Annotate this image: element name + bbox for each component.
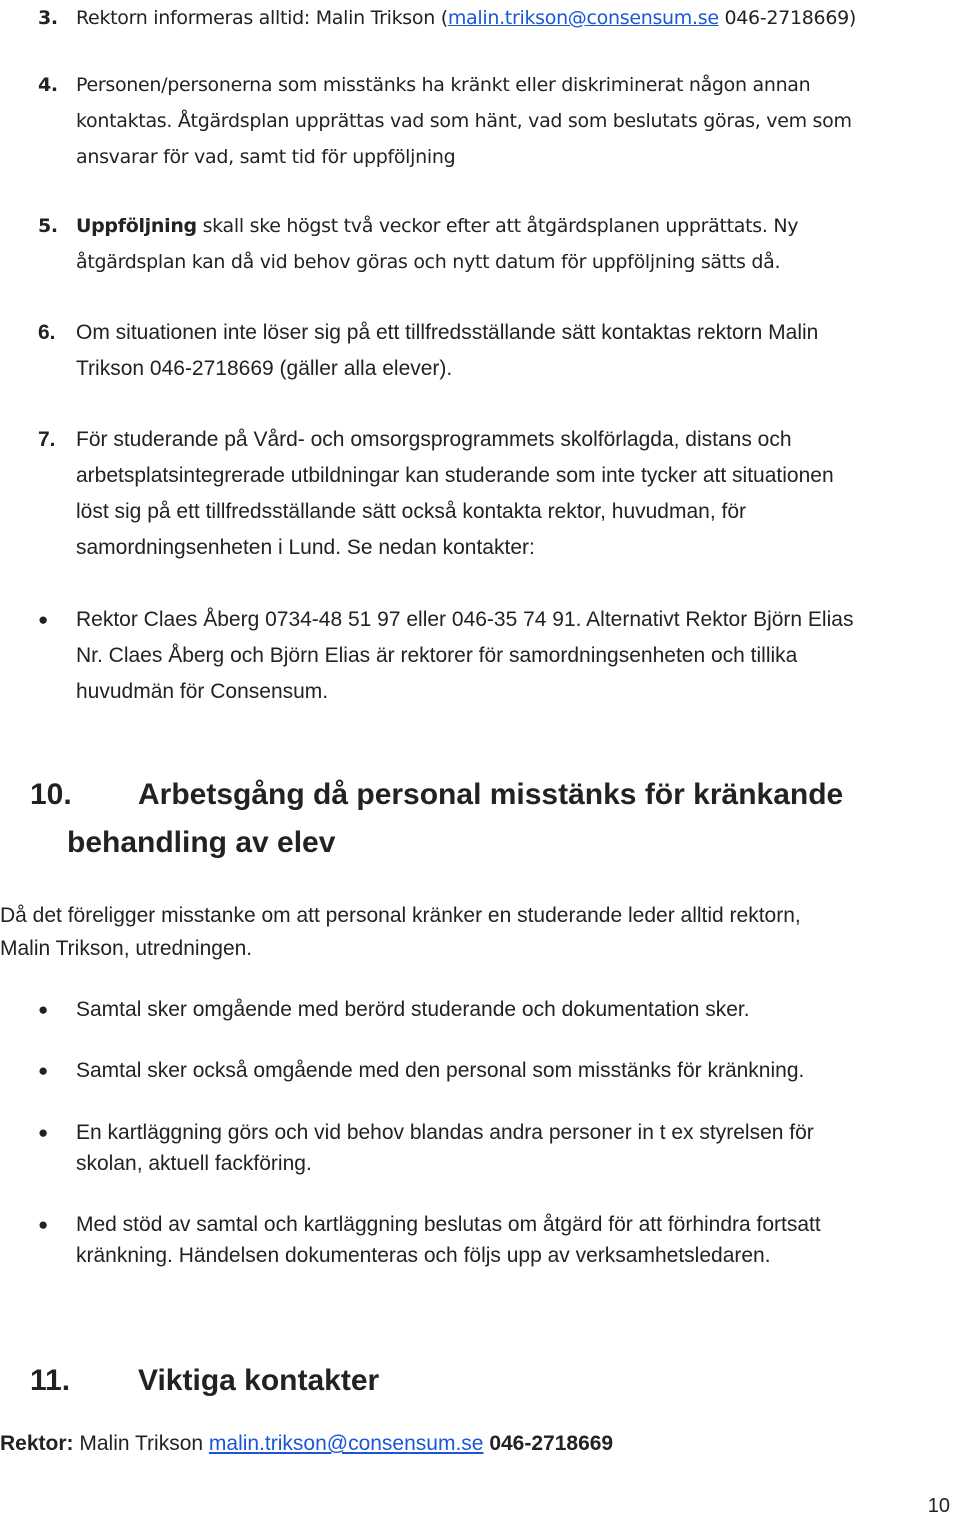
contact-email-link[interactable]: malin.trikson@consensum.se xyxy=(208,1432,484,1455)
item-3-text-b: 046-2718669) xyxy=(718,7,857,29)
section-10-bullet-2: Samtal sker också omgående med den personal som misstänks för kränkning. xyxy=(76,1059,805,1082)
contact-name: Malin Trikson xyxy=(73,1432,209,1455)
item-3-email-link[interactable]: malin.trikson@consensum.se xyxy=(447,7,719,29)
section-11-number: 11. xyxy=(30,1364,71,1397)
item-7-line-3: löst sig på ett tillfredsställande sätt också kontakta rektor, huvudman, för xyxy=(76,500,747,523)
item-7-bullet-line-2: Nr. Claes Åberg och Björn Elias är rektorer för samordningsenheten och tillika xyxy=(76,644,798,667)
page-number: 10 xyxy=(927,1495,950,1517)
section-10-bullet-1: Samtal sker omgående med berörd studerande och dokumentation sker. xyxy=(76,998,750,1021)
section-10-intro-line-2: Malin Trikson, utredningen. xyxy=(0,937,253,960)
item-7-bullet-line-3: huvudmän för Consensum. xyxy=(76,680,329,703)
bullet-glyph: ● xyxy=(38,1123,49,1142)
item-6-number: 6. xyxy=(38,321,56,344)
item-5-line-1 xyxy=(76,208,798,244)
item-4-line-3: ansvarar för vad, samt tid för uppföljning xyxy=(76,146,456,168)
item-7-line-1: För studerande på Vård- och omsorgsprogrammets skolförlagda, distans och xyxy=(76,428,792,451)
section-10-number: 10. xyxy=(30,778,72,811)
item-3-text xyxy=(76,0,856,36)
item-7-line-2: arbetsplatsintegrerade utbildningar kan studerande som inte tycker att situationen xyxy=(76,464,834,487)
section-11-title: Viktiga kontakter xyxy=(138,1364,380,1397)
item-7-bullet-line-1: Rektor Claes Åberg 0734-48 51 97 eller 046-35 74 91. Alternativt Rektor Björn Elias xyxy=(76,608,854,631)
item-5-number: 5. xyxy=(38,215,58,237)
item-5-bold-term: Uppföljning xyxy=(76,215,197,237)
item-3-text-a: Rektorn informeras alltid: Malin Trikson ( xyxy=(76,7,448,29)
bullet-glyph: ● xyxy=(38,1061,49,1080)
item-5-line-1-rest: skall ske högst två veckor efter att åtgärdsplanen upprättats. Ny xyxy=(196,215,799,237)
section-10-title-line-1: Arbetsgång då personal misstänks för kränkande xyxy=(138,778,844,811)
item-4-number: 4. xyxy=(38,74,58,96)
section-10-bullet-4-line-1: Med stöd av samtal och kartläggning beslutas om åtgärd för att förhindra fortsatt xyxy=(76,1213,821,1236)
section-10-bullet-3-line-2: skolan, aktuell fackföring. xyxy=(76,1152,312,1175)
section-10-bullet-3-line-1: En kartläggning görs och vid behov blandas andra personer in t ex styrelsen för xyxy=(76,1121,814,1144)
item-7-line-4: samordningsenheten i Lund. Se nedan kontakter: xyxy=(76,536,535,559)
bullet-glyph: ● xyxy=(38,1215,49,1234)
contact-label: Rektor: xyxy=(0,1432,74,1455)
item-5-line-2: åtgärdsplan kan då vid behov göras och nytt datum för uppföljning sätts då. xyxy=(76,251,781,273)
bullet-glyph: ● xyxy=(38,1000,49,1019)
bullet-glyph: ● xyxy=(38,610,49,629)
item-6-line-1: Om situationen inte löser sig på ett tillfredsställande sätt kontaktas rektorn Malin xyxy=(76,321,819,344)
section-10-title-line-2: behandling av elev xyxy=(67,826,336,859)
item-4-line-1: Personen/personerna som misstänks ha kränkt eller diskriminerat någon annan xyxy=(76,74,811,96)
item-7-number: 7. xyxy=(38,428,56,451)
item-6-line-2: Trikson 046-2718669 (gäller alla elever). xyxy=(76,357,453,380)
item-4-line-2: kontaktas. Åtgärdsplan upprättas vad som hänt, vad som beslutats göras, vem som xyxy=(76,110,852,132)
section-10-bullet-4-line-2: kränkning. Händelsen dokumenteras och följs upp av verksamhetsledaren. xyxy=(76,1244,771,1267)
section-10-intro-line-1: Då det föreligger misstanke om att personal kränker en studerande leder alltid rektorn, xyxy=(0,904,801,927)
item-3-number: 3. xyxy=(38,7,58,29)
contact-phone: 046-2718669 xyxy=(483,1432,614,1455)
contact-line xyxy=(0,1426,613,1462)
